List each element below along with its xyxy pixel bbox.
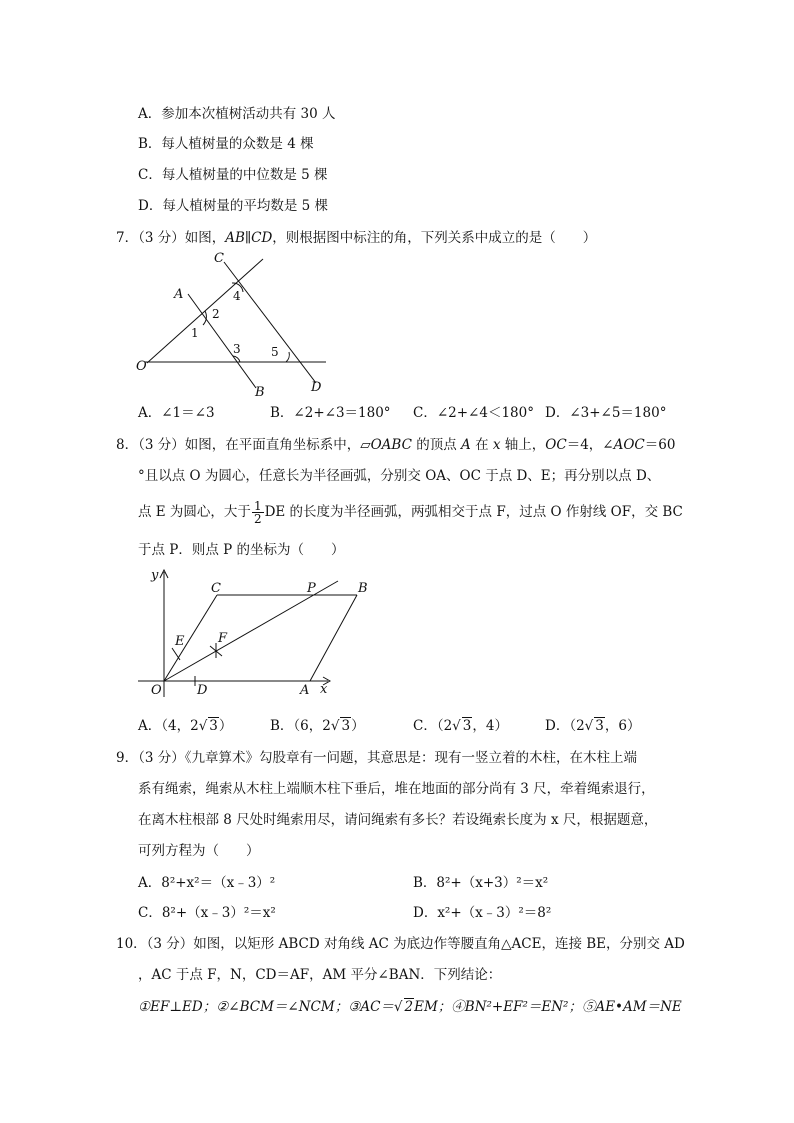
q8-l1i: ＝4，∠ <box>566 437 614 453</box>
q8-c-pre: C．（2 <box>413 718 453 734</box>
q7-option-a: A．∠1＝∠3 <box>138 405 215 421</box>
q9-line-1: 9．（3 分）《九章算术》勾股章有一问题，其意思是：现有一竖立着的木柱，在木柱上端 <box>116 750 637 766</box>
q7-label-o: O <box>136 359 147 374</box>
q8-label-d: D <box>197 683 208 698</box>
q7-ab-cd: AB∥CD <box>225 230 273 246</box>
q8-b-post: ） <box>351 718 365 734</box>
q8-l1g: 轴上， <box>500 437 546 453</box>
q7-label-3: 3 <box>233 342 241 356</box>
q6-option-a: A．参加本次植树活动共有 30 人 <box>138 106 336 122</box>
q9-line-4: 可列方程为（ ） <box>138 843 260 859</box>
q7-label-1: 1 <box>191 326 199 340</box>
q7-label-d: D <box>311 380 322 395</box>
q8-l1h: OC <box>545 437 567 453</box>
q10-l3a: ①EF⊥ED；②∠BCM＝∠NCM；③AC＝ <box>138 999 394 1015</box>
q7-option-d: D．∠3+∠5＝180° <box>545 405 667 421</box>
q8-c-post: ，4） <box>472 718 508 734</box>
q8-frac-num: 1 <box>253 499 262 513</box>
q8-line-2: °且以点 O 为圆心，任意长为半径画弧，分别交 OA、OC 于点 D、E；再分别以点 D、 <box>138 468 661 484</box>
q8-b-pre: B．（6，2 <box>270 718 331 734</box>
q8-ray-of <box>164 581 338 681</box>
q8-label-a: A <box>300 683 310 698</box>
q9-option-c: C．8²+（x﹣3）²＝x² <box>138 905 276 921</box>
q8-l1d: A <box>461 437 471 453</box>
q7-option-b: B．∠2+∠3＝180° <box>270 405 391 421</box>
q10-line-2: ，AC 于点 F，N，CD＝AF，AM 平分∠BAN．下列结论： <box>138 967 502 983</box>
q8-a-post: ） <box>218 718 233 734</box>
q8-label-f: F <box>218 631 228 646</box>
q9-line-2: 系有绳索，绳索从木柱上端顺木柱下垂后，堆在地面的部分尚有 3 尺，牵着绳索退行， <box>138 781 655 797</box>
q8-l1c: 的顶点 <box>411 437 462 453</box>
q8-d-pre: D．（2 <box>545 718 585 734</box>
q8-label-c: C <box>211 581 221 596</box>
q10-line-3: ①EF⊥ED；②∠BCM＝∠NCM；③AC＝√ 2EM；④BN²+EF²＝EN²；⑤AE•AM＝NE <box>138 999 682 1015</box>
q7-label-a: A <box>174 287 184 302</box>
q9-option-d: D．x²+（x﹣3）²＝8² <box>413 905 552 921</box>
q8-a-rad: 3 <box>209 718 218 734</box>
q8-d-rad: 3 <box>595 718 604 734</box>
q8-l1e: 在 <box>470 437 493 453</box>
q10-line-1: 10．（3 分）如图，以矩形 ABCD 对角线 AC 为底边作等腰直角△ACE，连接 BE，分别交 AD <box>116 936 685 952</box>
q7-label-2: 2 <box>212 307 220 321</box>
q8-l3a: 点 E 为圆心，大于 <box>138 504 251 520</box>
q8-line-4: 于点 P．则点 P 的坐标为（ ） <box>138 542 345 558</box>
q8-option-b: B．（6，2√ 3） <box>270 718 365 734</box>
q7-label-b: B <box>255 385 265 400</box>
q8-label-x: x <box>320 682 328 697</box>
q7-label-5: 5 <box>271 345 279 359</box>
q8-frac-den: 2 <box>253 512 262 526</box>
q8-tick-e <box>172 648 180 660</box>
q8-option-a: A．（4，2√ 3） <box>138 718 233 734</box>
q8-c-rad: 3 <box>462 718 472 734</box>
q8-side-oc <box>164 595 217 681</box>
q8-label-p: P <box>307 581 316 596</box>
q8-side-ba <box>310 595 357 681</box>
q7-stem-rest: ，则根据图中标注的角，下列关系中成立的是（ ） <box>272 230 597 246</box>
q8-b-rad: 3 <box>341 718 351 734</box>
q8-l1a: 8．（3 分）如图，在平面直角坐标系中， <box>116 437 361 453</box>
q8-oabc: ▱OABC <box>360 437 412 453</box>
q8-label-o: O <box>151 683 162 698</box>
q8-option-d: D．（2√ 3，6） <box>545 718 641 734</box>
q8-label-b: B <box>358 581 368 596</box>
q8-label-y: y <box>151 568 159 583</box>
q7-label-4: 4 <box>233 289 241 303</box>
q6-option-d: D．每人植树量的平均数是 5 棵 <box>138 198 328 214</box>
q8-a-pre: A．（4，2 <box>138 718 199 734</box>
q8-d-post: ，6） <box>604 718 641 734</box>
q10-l3-rad: 2 <box>404 999 414 1015</box>
q8-label-e: E <box>175 634 185 649</box>
q8-l1j: AOC <box>613 437 645 453</box>
q9-line-3: 在离木柱根部 8 尺处时绳索用尽，请问绳索有多长？若设绳索长度为 x 尺，根据题意， <box>138 812 658 828</box>
q7-prefix: 7．（3 分）如图， <box>116 230 226 246</box>
q8-option-c: C．（2√ 3，4） <box>413 718 508 734</box>
q9-option-b: B．8²+（x+3）²＝x² <box>413 875 549 891</box>
q8-l3b: DE 的长度为半径画弧，两弧相交于点 F，过点 O 作射线 OF，交 BC <box>264 504 683 520</box>
q9-option-a: A．8²+x²＝（x﹣3）² <box>138 875 276 891</box>
q6-option-b: B．每人植树量的众数是 4 棵 <box>138 136 314 152</box>
q8-l1f: x <box>492 437 501 453</box>
q7-label-c: C <box>214 251 224 266</box>
q10-l3b: EM；④BN²+EF²＝EN²；⑤AE•AM＝NE <box>414 999 682 1015</box>
q6-option-c: C．每人植树量的中位数是 5 棵 <box>138 167 328 183</box>
q7-option-c: C．∠2+∠4＜180° <box>413 405 534 421</box>
q8-l1k: ＝60 <box>644 437 676 453</box>
